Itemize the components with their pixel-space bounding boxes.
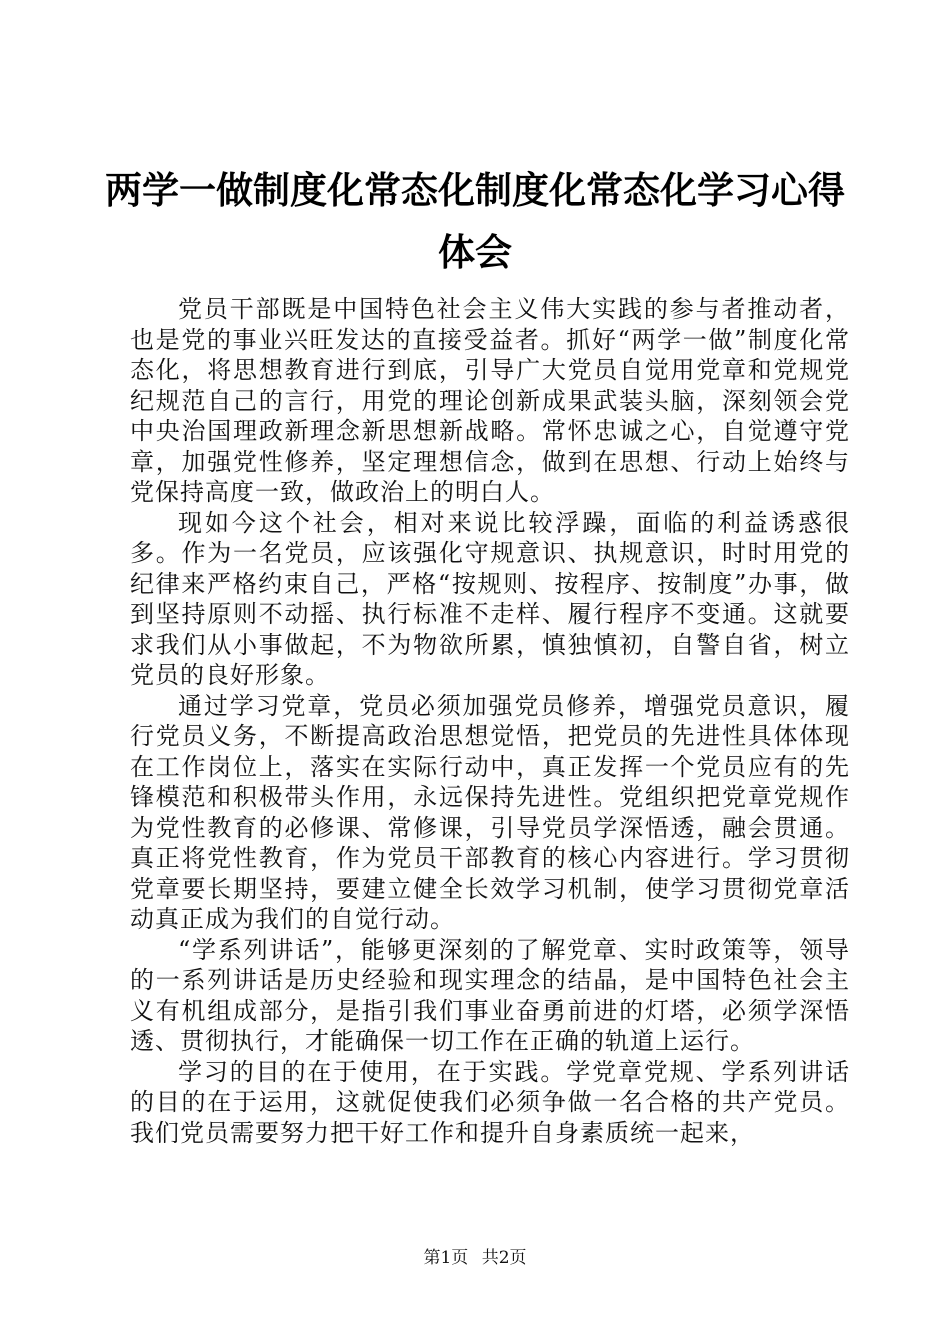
document-body: [130, 294, 850, 1148]
paragraph: 学习的目的在于使用，在于实践。学党章党规、学系列讲话的目的在于运用，这就促使我们必须争做一名合格的共产党员。我们党员需要努力把干好工作和提升自身素质统一起来，: [130, 1057, 850, 1147]
paragraph: “学系列讲话”，能够更深刻的了解党章、实时政策等，领导的一系列讲话是历史经验和现实理念的结晶，是中国特色社会主义有机组成部分，是指引我们事业奋勇前进的灯塔，必须学深悟透、贯彻执行，才能确保一切工作在正确的轨道上运行。: [130, 935, 850, 1055]
paragraph: 现如今这个社会，相对来说比较浮躁，面临的利益诱惑很多。作为一名党员，应该强化守规意识、执规意识，时时用党的纪律来严格约束自己，严格“按规则、按程序、按制度”办事，做到坚持原则不动摇、执行标准不走样、履行程序不变通。这就要求我们从小事做起，不为物欲所累，慎独慎初，自警自省，树立党员的良好形象。: [130, 508, 850, 689]
paragraph: 党员干部既是中国特色社会主义伟大实践的参与者推动者，也是党的事业兴旺发达的直接受益者。抓好“两学一做”制度化常态化，将思想教育进行到底，引导广大党员自觉用党章和党规党纪规范自己的言行，用党的理论创新成果武装头脑，深刻领会党中央治国理政新理念新思想新战略。常怀忠诚之心，自觉遵守党章，加强党性修养，坚定理想信念，做到在思想、行动上始终与党保持高度一致，做政治上的明白人。: [130, 295, 850, 506]
page-total: 共2页: [481, 1248, 527, 1268]
page-number: 第1页: [423, 1248, 469, 1268]
paragraph: 通过学习党章，党员必须加强党员修养，增强党员意识，履行党员义务，不断提高政治思想觉悟，把党员的先进性具体体现在工作岗位上，落实在实际行动中，真正发挥一个党员应有的先锋模范和积极带头作用，永远保持先进性。党组织把党章党规作为党性教育的必修课、常修课，引导党员学深悟透，融会贯通。真正将党性教育，作为党员干部教育的核心内容进行。学习贯彻党章要长期坚持，要建立健全长效学习机制，使学习贯彻党章活动真正成为我们的自觉行动。: [130, 691, 850, 933]
page-footer: [0, 1243, 950, 1268]
document-title: 两学一做制度化常态化制度化常态化学习心得体会: [105, 169, 845, 274]
